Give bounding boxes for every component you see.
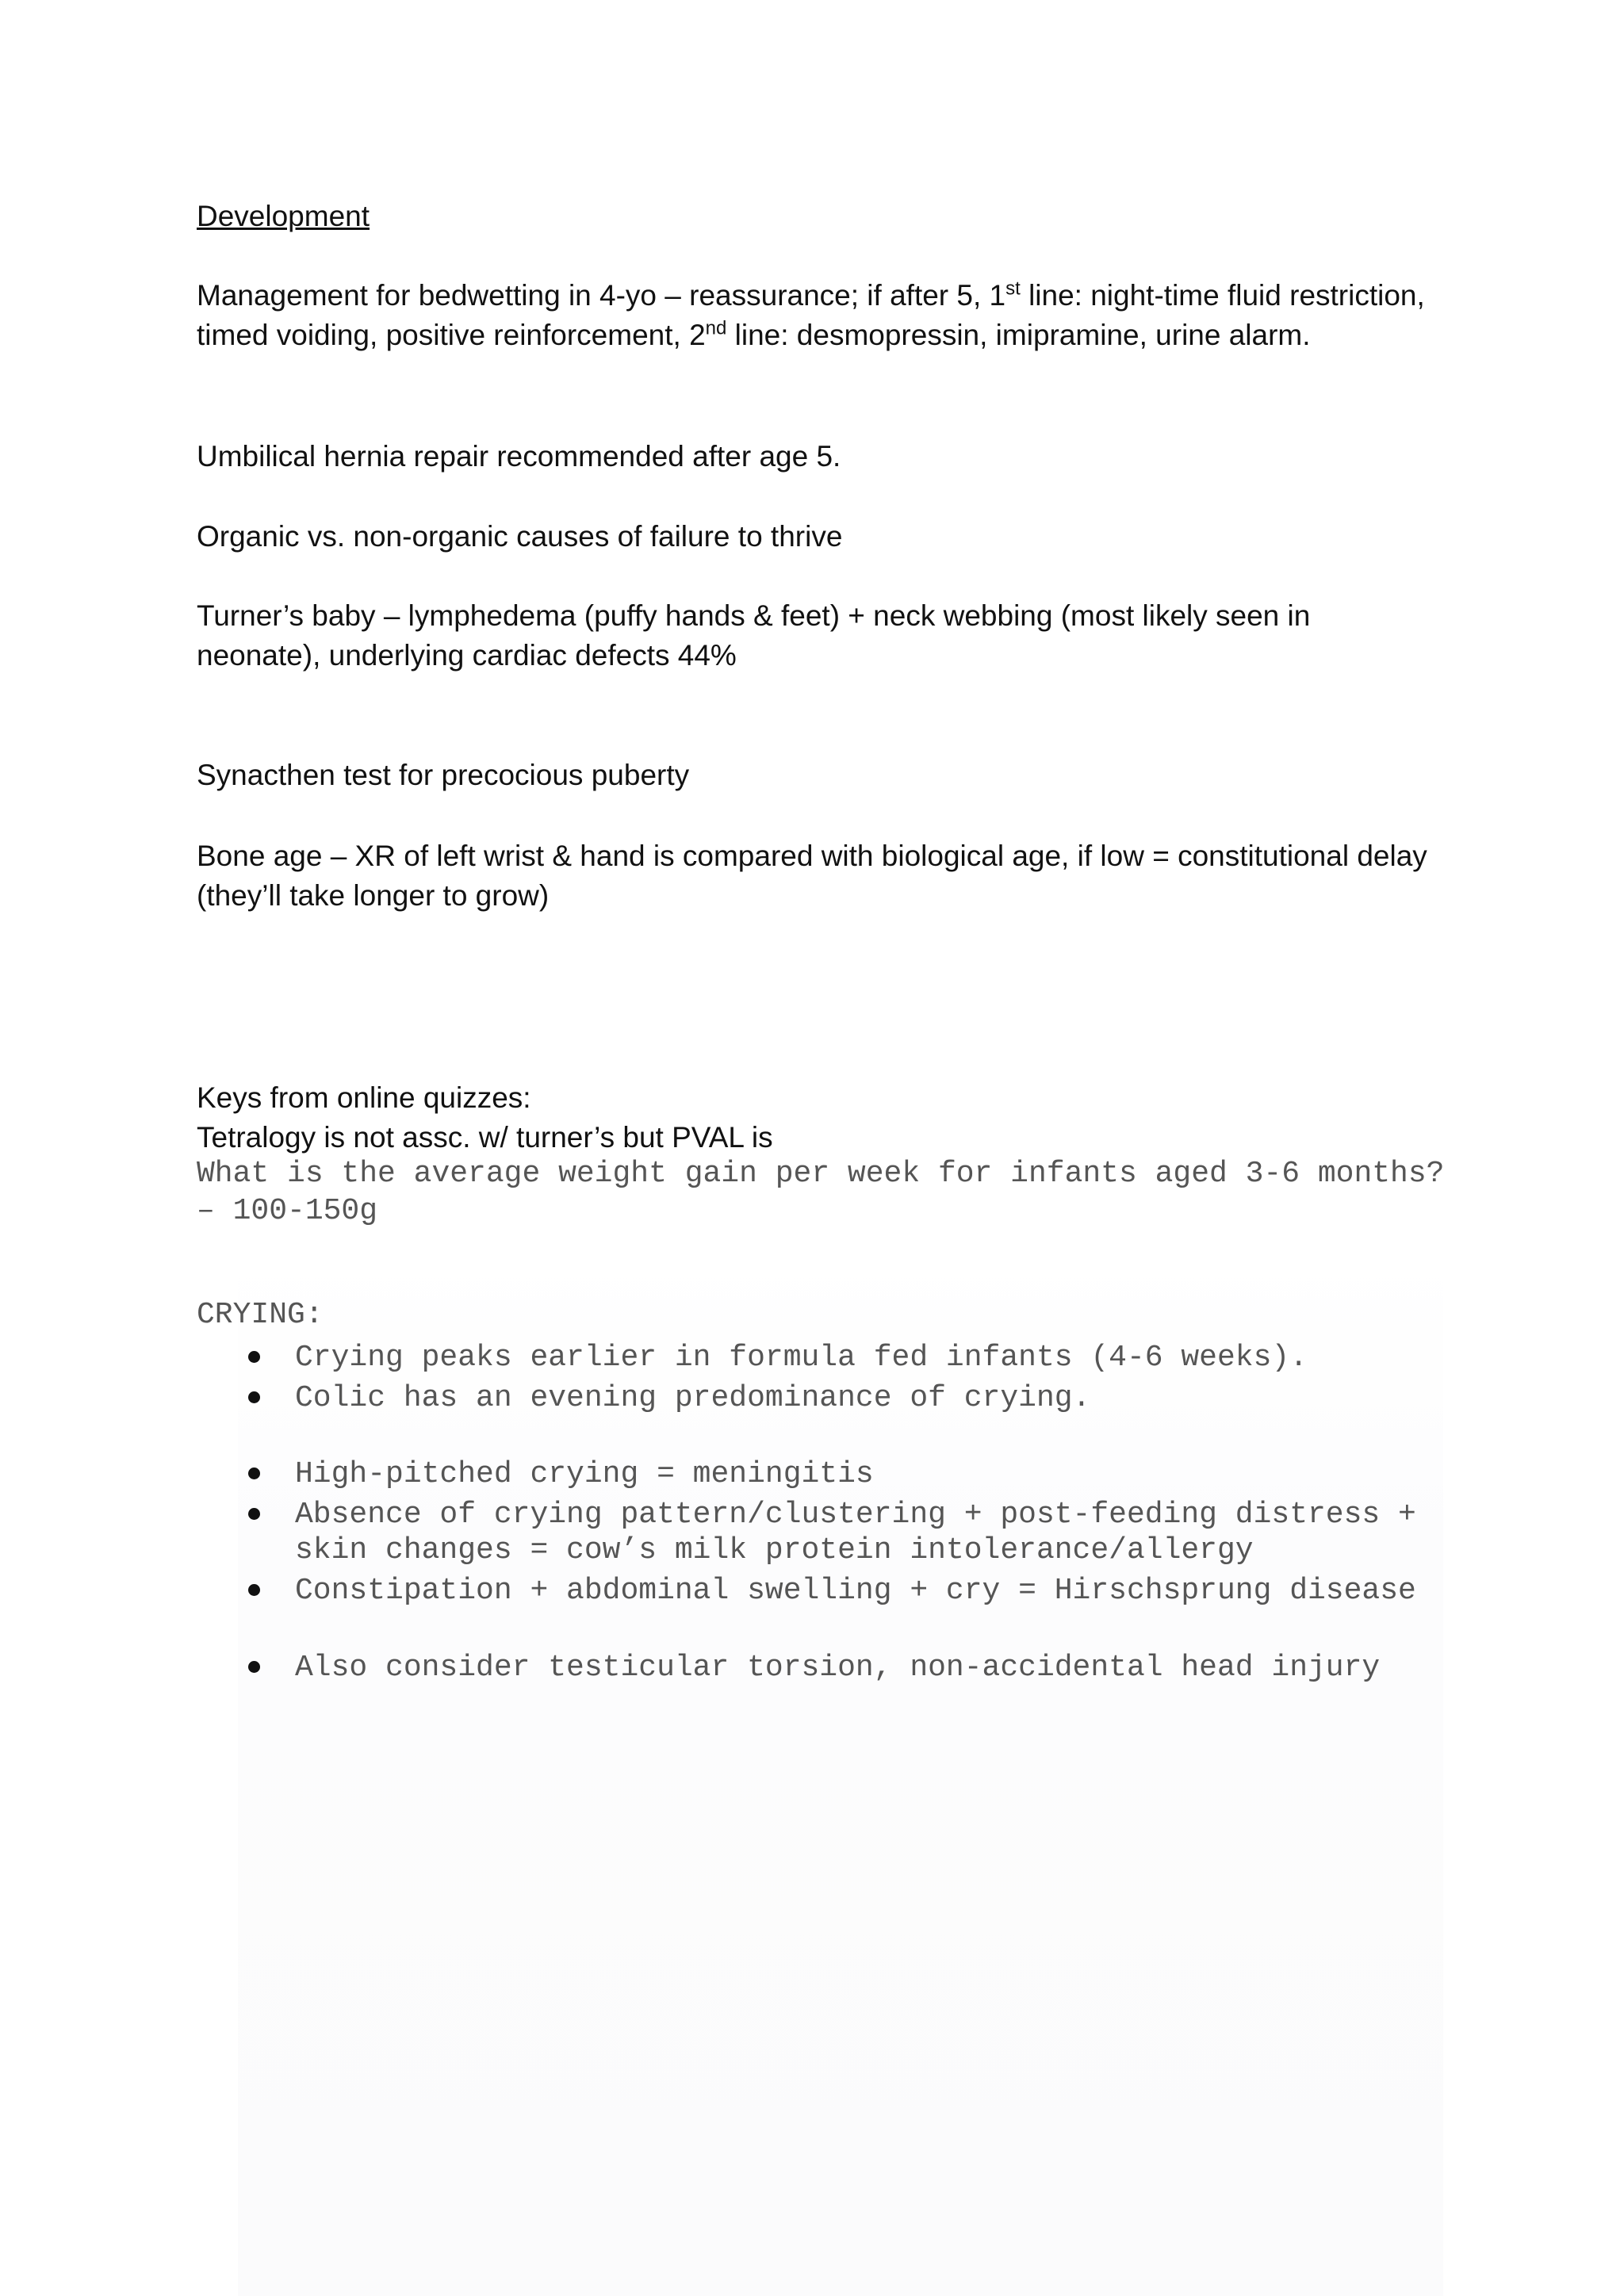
bullet-icon (248, 1508, 260, 1520)
list-item-text: Absence of crying pattern/clustering + post-feeding distress + skin changes = cow’s milk protein intolerance/allergy (295, 1498, 1434, 1567)
bedwetting-text-1: Management for bedwetting in 4-yo – reassurance; if after 5, 1 (197, 279, 1006, 312)
superscript-st: st (1005, 277, 1021, 300)
bullet-icon (248, 1351, 260, 1363)
superscript-nd: nd (705, 317, 727, 339)
tetralogy-note: Tetralogy is not assc. w/ turner’s but PVAL is (197, 1121, 773, 1154)
weight-gain-question: What is the average weight gain per week for infants aged 3-6 months? – 100-150g (197, 1157, 1445, 1228)
list-item-text: High-pitched crying = meningitis (295, 1457, 874, 1491)
list-item-text: Colic has an evening predominance of crying. (295, 1381, 1091, 1415)
list-item-text: Also consider testicular torsion, non-accidental head injury (295, 1651, 1381, 1685)
crying-title: CRYING: (197, 1298, 324, 1332)
paragraph-synacthen: Synacthen test for precocious puberty (197, 759, 690, 791)
bedwetting-text-2: line: night-time fluid restriction, timed voiding, positive reinforcement, 2 (197, 279, 1425, 351)
keys-title: Keys from online quizzes: (197, 1081, 531, 1114)
bullet-icon (248, 1391, 260, 1403)
list-item-text: Constipation + abdominal swelling + cry = Hirschsprung disease (295, 1574, 1416, 1608)
paragraph-bedwetting (197, 276, 1434, 355)
list-item-text: Crying peaks earlier in formula fed infants (4-6 weeks). (295, 1341, 1308, 1375)
section-heading-development: Development (197, 200, 370, 232)
paragraph-turners: Turner’s baby – lymphedema (puffy hands & feet) + neck webbing (most likely seen in neonate), underlying cardiac defects 44% (197, 599, 1311, 672)
bullet-icon (248, 1584, 260, 1596)
bullet-icon (248, 1661, 260, 1673)
bullet-icon (248, 1468, 260, 1479)
paragraph-bone-age: Bone age – XR of left wrist & hand is compared with biological age, if low = constitutional delay (they’ll take longer to grow) (197, 840, 1427, 912)
bedwetting-text-3: line: desmopressin, imipramine, urine alarm. (726, 319, 1311, 351)
paragraph-failure-to-thrive: Organic vs. non-organic causes of failure to thrive (197, 520, 843, 553)
paragraph-hernia: Umbilical hernia repair recommended after age 5. (197, 440, 841, 473)
